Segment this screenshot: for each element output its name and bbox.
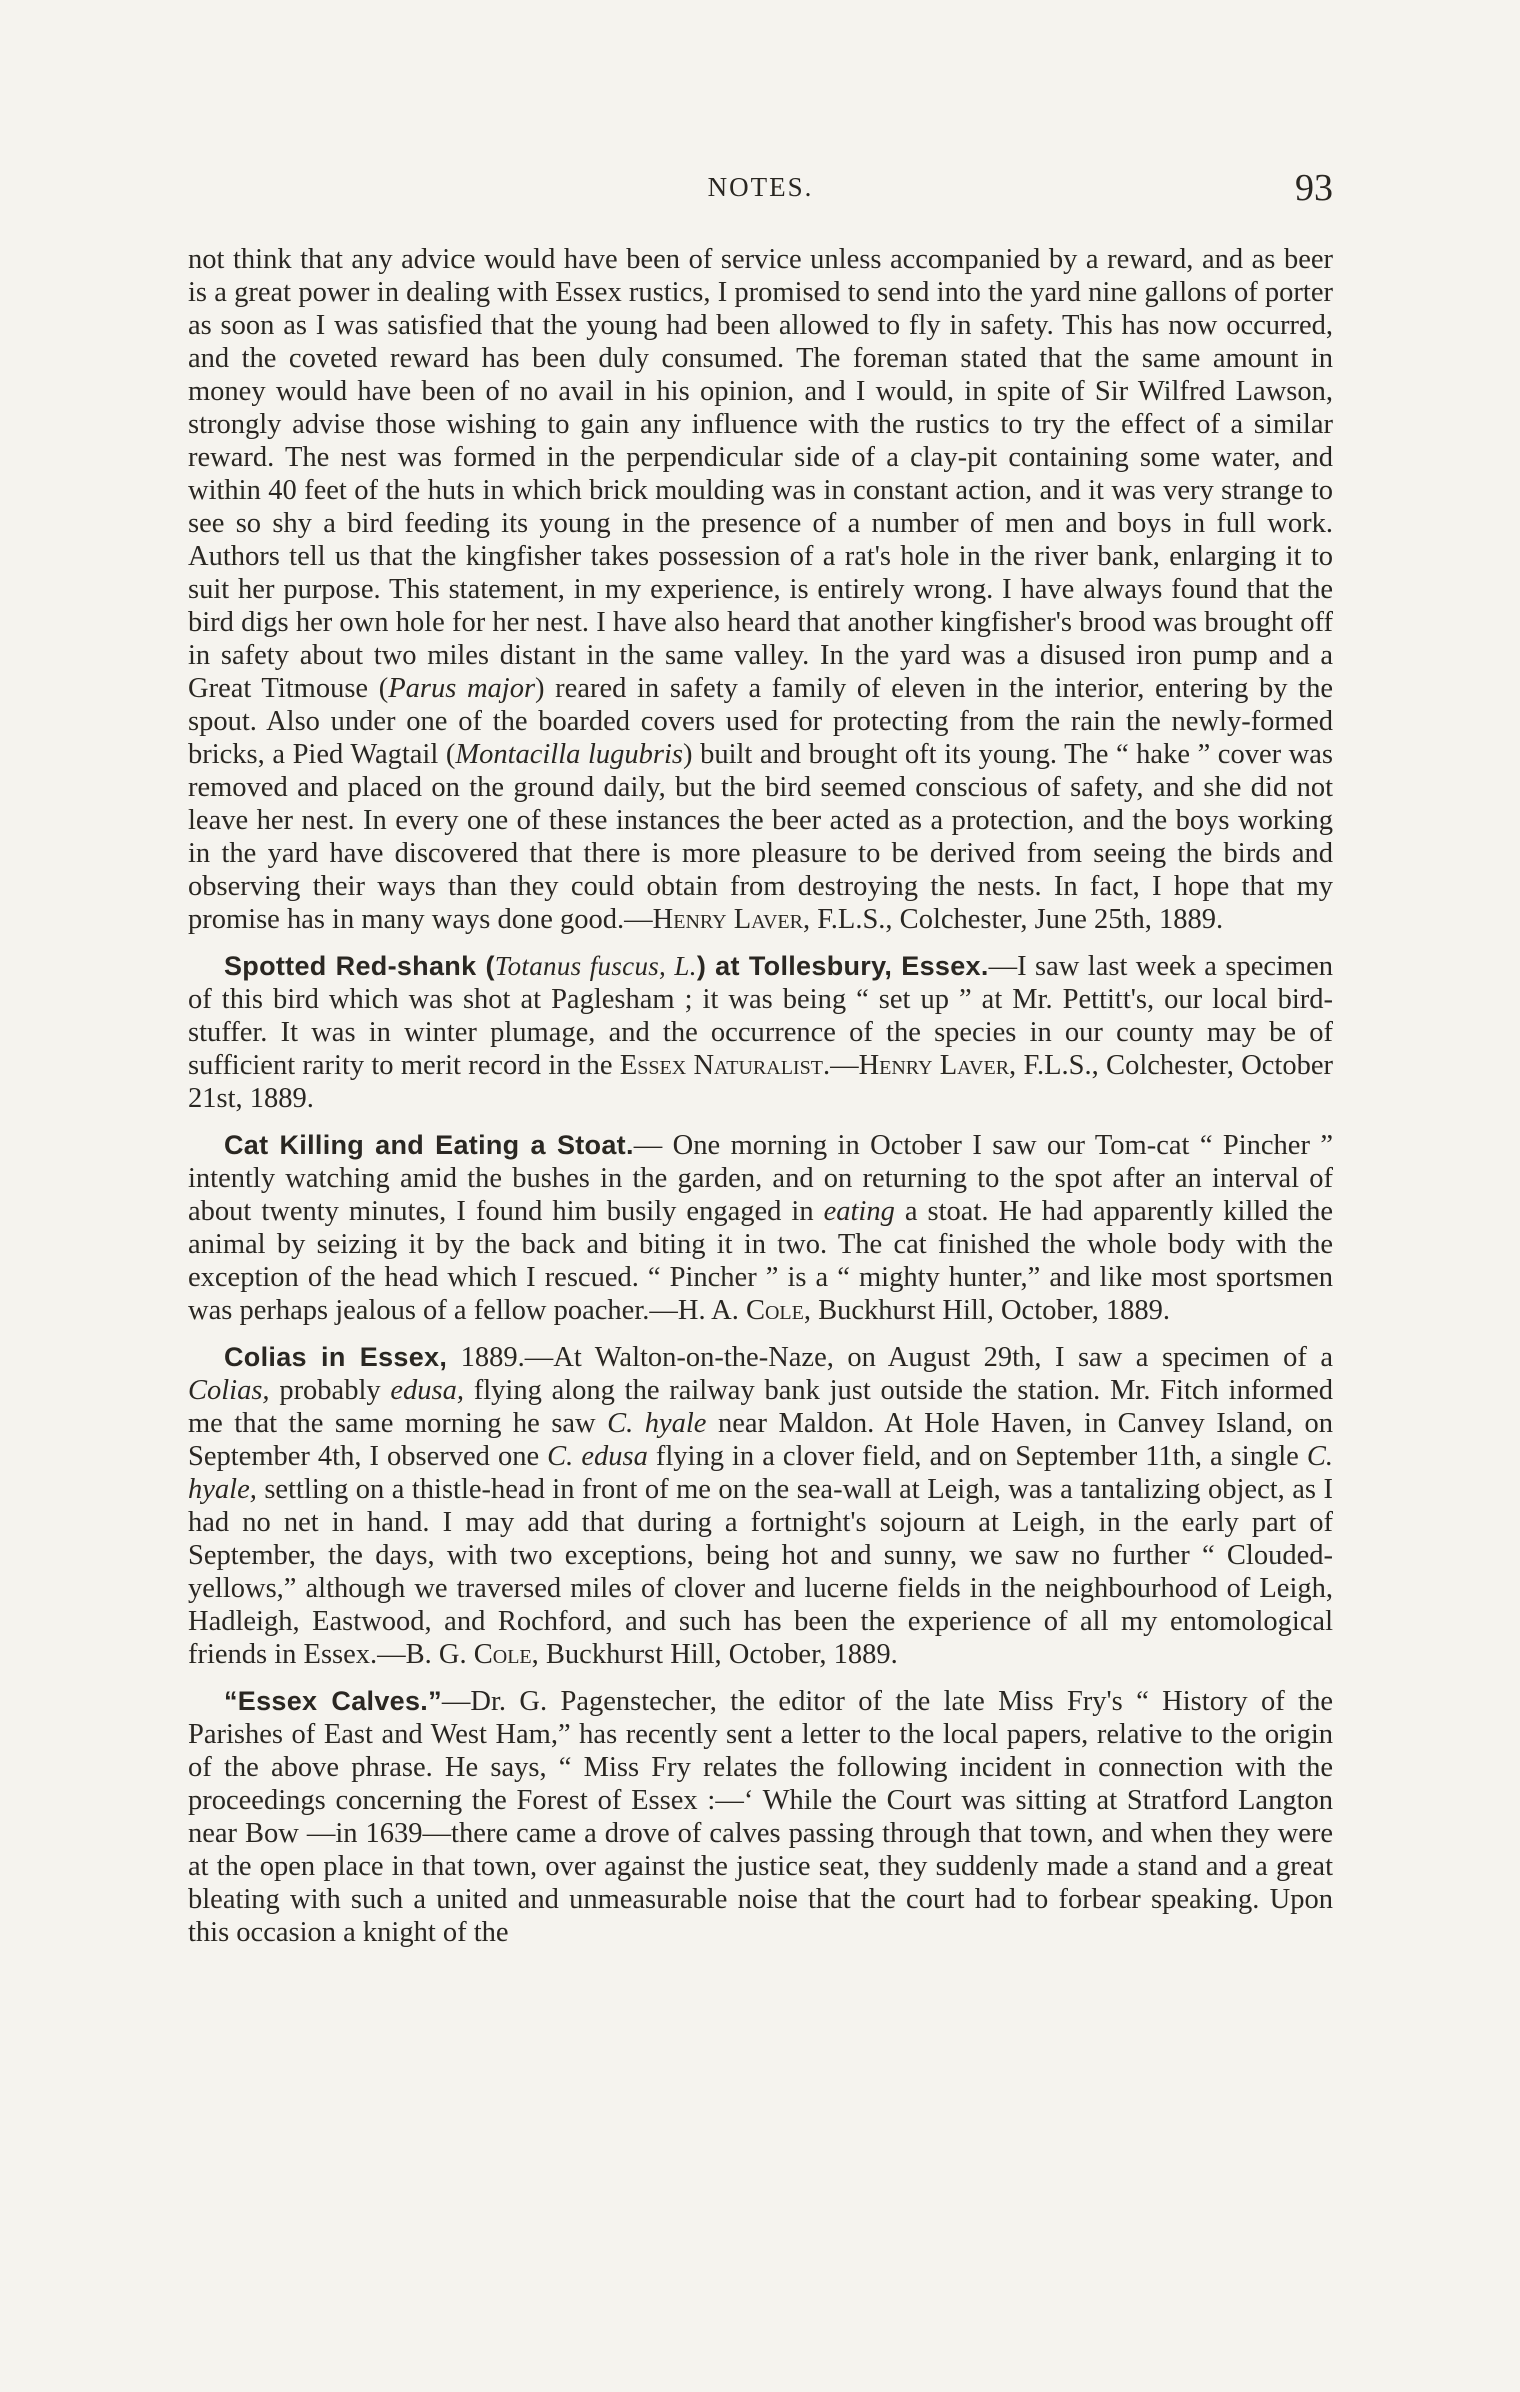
species-name: Montacilla lugubris — [455, 739, 683, 770]
paragraph-text: near Maldon. At Hole Haven, in Canvey Island, on September 4th, I observed one — [188, 1408, 1333, 1472]
signature-details: , F.L.S., Colchester, June 25th, 1889. — [802, 904, 1224, 935]
emphasis: eating — [823, 1196, 895, 1227]
paragraph-kingfisher-continued — [188, 243, 1333, 936]
species-name: edusa, — [390, 1375, 465, 1406]
page-number: 93 — [1295, 167, 1333, 209]
journal-name: Essex Naturalist — [619, 1050, 823, 1081]
running-head: NOTES. — [707, 172, 814, 202]
paragraph-text: —Dr. G. Pagenstecher, the editor of the late Miss Fry's “ History of the Parishes of East and West Ham,” has recently sent a letter to the local papers, relative to the origin of the above phrase. He says, “ Miss Fry relates the following incident in connection with the proceedings concerning the Forest of Essex :—‘ While the Court was sitting at Stratford Langton near Bow —in 1639—there came a drove of calves passing through that town, and when they were at the open place in that town, over against the justice seat, they suddenly made a stand and a great bleating with such a united and unmeasurable noise that the court had to forbear speaking. Upon this occasion a knight of the — [188, 1686, 1334, 1948]
paragraph-text: not think that any advice would have been of service unless accompanied by a reward, and as beer is a great power in dealing with Essex rustics, I promised to send into the yard nine gallons of porter as soon as I was satisfied that the young had been allowed to fly in safety. This has now occurred, and the coveted reward has been duly consumed. The foreman stated that the same amount in money would have been of no avail in his opinion, and I would, in spite of Sir Wilfred Lawson, strongly advise those wishing to gain any influence with the rustics to try the effect of a similar reward. The nest was formed in the perpendicular side of a clay-pit containing some water, and within 40 feet of the huts in which brick moulding was in constant action, and it was very strange to see so shy a bird feeding its young in the presence of a number of men and boys in full work. Authors tell us that the kingfisher takes possession of a rat's hole in the river bank, enlarging it to suit her purpose. This statement, in my experience, is entirely wrong. I have always found that the bird digs her own hole for her nest. I have also heard that another kingfisher's brood was brought off in safety about two miles distant in the same valley. In the yard was a disused iron pump and a Great Titmouse ( — [188, 244, 1333, 704]
paragraph-spotted-redshank — [188, 950, 1333, 1115]
signature-details: , F.L.S., Colchester, October 21st, 1889. — [188, 1050, 1333, 1114]
paragraph-essex-calves — [188, 1685, 1333, 1949]
author-signature: Henry Laver — [858, 1050, 1010, 1081]
paragraph-text: settling on a thistle-head in front of me on the sea-wall at Leigh, was a tantalizing object, as I had no net in hand. I may add that during a fortnight's sojourn at Leigh, in the early part of September, the days, with two exceptions, being hot and sunny, we saw no further “ Clouded-yellows,” although we traversed miles of clover and lucerne fields in the neighbourhood of Leigh, Hadleigh, Eastwood, and Rochford, and such has been the experience of all my entomological friends in Essex.—B. G. — [188, 1474, 1333, 1670]
paragraph-colias — [188, 1341, 1333, 1671]
species-name: C. hyale, — [188, 1441, 1333, 1505]
signature-details: , Buckhurst Hill, October, 1889. — [531, 1639, 898, 1670]
species-name: C. edusa — [547, 1441, 648, 1472]
note-heading: Cat Killing and Eating a Stoat. — [224, 1130, 634, 1160]
page-body — [188, 243, 1333, 1949]
heading-text: Spotted Red-shank ( — [224, 951, 495, 981]
note-heading: “Essex Calves.” — [224, 1686, 442, 1716]
paragraph-text: ) built and brought oft its young. The “ hake ” cover was removed and placed on the ground daily, but the bird seemed conscious of safety, and she did not leave her nest. In every one of these instances the beer acted as a protection, and the boys working in the yard have discovered that there is more pleasure to be derived from seeing the birds and observing their ways than they could obtain from destroying the nests. In fact, I hope that my promise has in many ways done good.— — [188, 739, 1333, 935]
note-heading: Colias in Essex, — [224, 1342, 448, 1372]
heading-text: ) at Tollesbury, Essex. — [696, 951, 989, 981]
author-signature: Cole — [473, 1639, 532, 1670]
paragraph-text: flying in a clover field, and on September 11th, a single — [647, 1441, 1307, 1472]
author-signature: Cole — [745, 1295, 804, 1326]
page-header — [188, 167, 1333, 222]
paragraph-cat-stoat — [188, 1129, 1333, 1327]
paragraph-text: — One morning in October I saw our Tom-cat “ Pincher ” intently watching amid the bushes in the garden, and on returning to the spot after an interval of about twenty minutes, I found him busily engaged in — [188, 1130, 1333, 1227]
author-signature: Henry Laver — [652, 904, 803, 935]
paragraph-text: probably — [269, 1375, 391, 1406]
heading-species-name: Totanus fuscus, L. — [494, 951, 697, 981]
paragraph-text: —I saw last week a specimen of this bird which was shot at Paglesham ; it was being “ set up ” at Mr. Pettitt's, our local bird-stuffer. It was in winter plumage, and the occurrence of the species in our county may be of sufficient rarity to merit record in the — [188, 951, 1333, 1081]
species-name: C. hyale — [607, 1408, 707, 1439]
species-name: Parus major — [388, 673, 536, 704]
signature-details: , Buckhurst Hill, October, 1889. — [803, 1295, 1171, 1326]
paragraph-text: 1889.—At Walton-on-the-Naze, on August 29th, I saw a specimen of a — [447, 1342, 1333, 1373]
paragraph-text: a stoat. He had apparently killed the animal by seizing it by the back and biting it in two. The cat finished the whole body with the exception of the head which I rescued. “ Pincher ” is a “ mighty hunter,” and like most sportsmen was perhaps jealous of a fellow poacher.—H. A. — [188, 1196, 1333, 1326]
species-name: Colias, — [188, 1375, 270, 1406]
dash: .— — [822, 1050, 859, 1081]
paragraph-text: flying along the railway bank just outside the station. Mr. Fitch informed me that the same morning he saw — [188, 1375, 1334, 1439]
note-heading — [224, 951, 989, 981]
paragraph-text: ) reared in safety a family of eleven in the interior, entering by the spout. Also under one of the boarded covers used for protecting from the rain the newly-formed bricks, a Pied Wagtail ( — [188, 673, 1334, 770]
